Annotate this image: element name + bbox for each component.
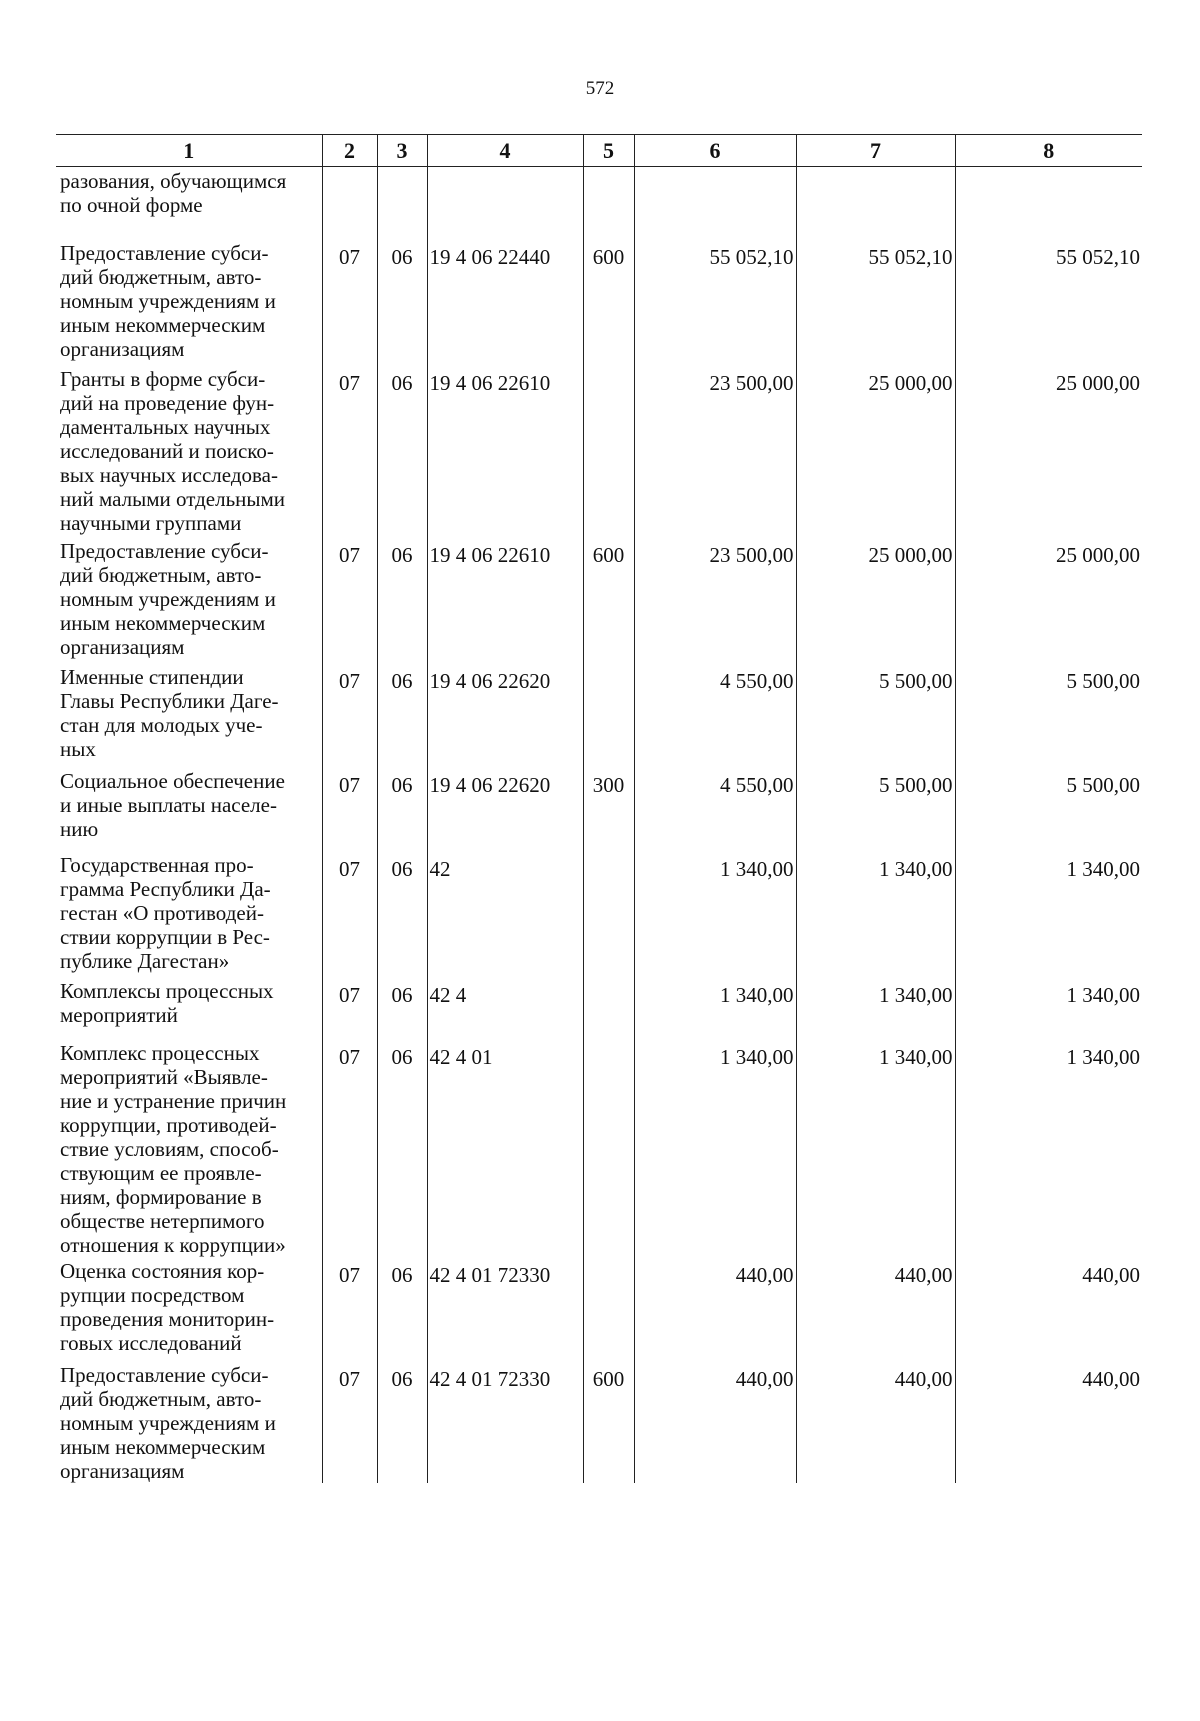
- page-number: 572: [585, 78, 615, 99]
- subsection-code: 06: [377, 537, 427, 663]
- expense-type-code: 600: [583, 537, 634, 663]
- description-line: проведения мониторин-: [60, 1306, 275, 1331]
- amount-year-1: 1 340,00: [634, 851, 796, 977]
- amount-year-3: [955, 167, 1142, 239]
- table-row: [56, 851, 1142, 977]
- subsection-code: 06: [377, 1361, 427, 1483]
- section-code: 07: [322, 663, 377, 767]
- description-line: Предоставление субси-: [60, 538, 269, 563]
- col-header-6: 6: [634, 135, 796, 167]
- description-line: Социальное обеспечение: [60, 768, 285, 793]
- description-line: Именные стипендии: [60, 664, 244, 689]
- amount-year-3: 25 000,00: [955, 365, 1142, 537]
- target-article-code: 42 4: [427, 977, 583, 1039]
- description-line: публике Дагестан»: [60, 948, 230, 973]
- expense-type-code: [583, 851, 634, 977]
- description-line: Гранты в форме субси-: [60, 366, 266, 391]
- expense-type-code: 600: [583, 239, 634, 365]
- description-line: Государственная про-: [60, 852, 254, 877]
- section-code: 07: [322, 851, 377, 977]
- amount-year-1: 1 340,00: [634, 1039, 796, 1257]
- description-line: ствии коррупции в Рес-: [60, 924, 270, 949]
- description-line: грамма Республики Да-: [60, 876, 271, 901]
- target-article-code: 42 4 01: [427, 1039, 583, 1257]
- description-line: гестан «О противодей-: [60, 900, 264, 925]
- description-line: дий бюджетным, авто-: [60, 1386, 262, 1411]
- expense-type-code: [583, 977, 634, 1039]
- amount-year-2: 1 340,00: [796, 851, 955, 977]
- description-line: и иные выплаты населе-: [60, 792, 277, 817]
- amount-year-3: 1 340,00: [955, 1039, 1142, 1257]
- col-header-5: 5: [583, 135, 634, 167]
- amount-year-2: 1 340,00: [796, 977, 955, 1039]
- description-line: номным учреждениям и: [60, 288, 276, 313]
- table-row: [56, 537, 1142, 663]
- description-line: Предоставление субси-: [60, 240, 269, 265]
- description-line: организациям: [60, 634, 185, 659]
- col-header-3: 3: [377, 135, 427, 167]
- description-line: мероприятий: [60, 1002, 178, 1027]
- description-line: организациям: [60, 336, 185, 361]
- table-row: [56, 167, 1142, 239]
- row-description: [56, 663, 322, 767]
- col-header-4: 4: [427, 135, 583, 167]
- subsection-code: 06: [377, 663, 427, 767]
- row-description: [56, 1257, 322, 1361]
- amount-year-3: 440,00: [955, 1361, 1142, 1483]
- target-article-code: 19 4 06 22610: [427, 537, 583, 663]
- description-line: мероприятий «Выявле-: [60, 1064, 268, 1089]
- budget-table: [56, 134, 1142, 1483]
- expense-type-code: 300: [583, 767, 634, 851]
- amount-year-1: 4 550,00: [634, 663, 796, 767]
- amount-year-2: 55 052,10: [796, 239, 955, 365]
- section-code: [322, 167, 377, 239]
- target-article-code: 42: [427, 851, 583, 977]
- subsection-code: 06: [377, 365, 427, 537]
- description-line: иным некоммерческим: [60, 312, 266, 337]
- section-code: 07: [322, 365, 377, 537]
- target-article-code: 19 4 06 22440: [427, 239, 583, 365]
- description-line: дий бюджетным, авто-: [60, 264, 262, 289]
- section-code: 07: [322, 767, 377, 851]
- description-line: коррупции, противодей-: [60, 1112, 277, 1137]
- table-row: [56, 1361, 1142, 1483]
- row-description: [56, 767, 322, 851]
- row-description: [56, 167, 322, 239]
- table-row: [56, 365, 1142, 537]
- amount-year-1: 440,00: [634, 1257, 796, 1361]
- amount-year-1: 55 052,10: [634, 239, 796, 365]
- description-line: научными группами: [60, 510, 242, 535]
- description-line: ниям, формирование в: [60, 1184, 262, 1209]
- subsection-code: 06: [377, 239, 427, 365]
- subsection-code: 06: [377, 1257, 427, 1361]
- description-line: даментальных научных: [60, 414, 271, 439]
- description-line: рупции посредством: [60, 1282, 245, 1307]
- description-line: Предоставление субси-: [60, 1362, 269, 1387]
- description-line: номным учреждениям и: [60, 586, 276, 611]
- subsection-code: [377, 167, 427, 239]
- amount-year-2: [796, 167, 955, 239]
- expense-type-code: [583, 1039, 634, 1257]
- description-line: дий бюджетным, авто-: [60, 562, 262, 587]
- expense-type-code: [583, 1257, 634, 1361]
- col-header-1: 1: [56, 135, 322, 167]
- amount-year-2: 440,00: [796, 1257, 955, 1361]
- section-code: 07: [322, 1257, 377, 1361]
- amount-year-2: 1 340,00: [796, 1039, 955, 1257]
- amount-year-1: 440,00: [634, 1361, 796, 1483]
- amount-year-1: 23 500,00: [634, 537, 796, 663]
- col-header-2: 2: [322, 135, 377, 167]
- amount-year-2: 25 000,00: [796, 365, 955, 537]
- target-article-code: 19 4 06 22620: [427, 767, 583, 851]
- table-row: [56, 239, 1142, 365]
- subsection-code: 06: [377, 1039, 427, 1257]
- description-line: Главы Республики Даге-: [60, 688, 279, 713]
- table-row: [56, 1039, 1142, 1257]
- table-row: [56, 1257, 1142, 1361]
- amount-year-3: 5 500,00: [955, 663, 1142, 767]
- expense-type-code: [583, 365, 634, 537]
- col-header-8: 8: [955, 135, 1142, 167]
- amount-year-3: 55 052,10: [955, 239, 1142, 365]
- target-article-code: 42 4 01 72330: [427, 1257, 583, 1361]
- amount-year-1: 4 550,00: [634, 767, 796, 851]
- amount-year-1: [634, 167, 796, 239]
- description-line: дий на проведение фун-: [60, 390, 275, 415]
- col-header-7: 7: [796, 135, 955, 167]
- subsection-code: 06: [377, 851, 427, 977]
- description-line: ных: [60, 736, 96, 761]
- target-article-code: [427, 167, 583, 239]
- target-article-code: 42 4 01 72330: [427, 1361, 583, 1483]
- description-line: Комплекс процессных: [60, 1040, 260, 1065]
- header-row: [56, 135, 1142, 167]
- description-line: организациям: [60, 1458, 185, 1483]
- amount-year-3: 1 340,00: [955, 977, 1142, 1039]
- description-line: ние и устранение причин: [60, 1088, 287, 1113]
- amount-year-2: 440,00: [796, 1361, 955, 1483]
- amount-year-3: 1 340,00: [955, 851, 1142, 977]
- description-line: номным учреждениям и: [60, 1410, 276, 1435]
- section-code: 07: [322, 239, 377, 365]
- row-description: [56, 239, 322, 365]
- table-body: [56, 167, 1142, 1483]
- row-description: [56, 537, 322, 663]
- section-code: 07: [322, 977, 377, 1039]
- section-code: 07: [322, 1361, 377, 1483]
- row-description: [56, 1361, 322, 1483]
- description-line: Комплексы процессных: [60, 978, 274, 1003]
- description-line: разования, обучающимся: [60, 169, 287, 193]
- description-line: ствующим ее проявле-: [60, 1160, 262, 1185]
- target-article-code: 19 4 06 22620: [427, 663, 583, 767]
- subsection-code: 06: [377, 977, 427, 1039]
- expense-type-code: 600: [583, 1361, 634, 1483]
- amount-year-2: 5 500,00: [796, 663, 955, 767]
- amount-year-1: 1 340,00: [634, 977, 796, 1039]
- row-description: [56, 851, 322, 977]
- section-code: 07: [322, 1039, 377, 1257]
- description-line: нию: [60, 816, 99, 841]
- target-article-code: 19 4 06 22610: [427, 365, 583, 537]
- row-description: [56, 977, 322, 1039]
- amount-year-2: 25 000,00: [796, 537, 955, 663]
- expense-type-code: [583, 663, 634, 767]
- table-row: [56, 977, 1142, 1039]
- table-row: [56, 663, 1142, 767]
- description-line: вых научных исследова-: [60, 462, 278, 487]
- description-line: отношения к коррупции»: [60, 1232, 286, 1257]
- description-line: Оценка состояния кор-: [60, 1258, 265, 1283]
- description-line: по очной форме: [60, 193, 203, 217]
- description-line: иным некоммерческим: [60, 1434, 266, 1459]
- description-line: исследований и поиско-: [60, 438, 274, 463]
- subsection-code: 06: [377, 767, 427, 851]
- amount-year-3: 5 500,00: [955, 767, 1142, 851]
- expense-type-code: [583, 167, 634, 239]
- row-description: [56, 1039, 322, 1257]
- description-line: ствие условиям, способ-: [60, 1136, 279, 1161]
- section-code: 07: [322, 537, 377, 663]
- description-line: обществе нетерпимого: [60, 1208, 265, 1233]
- description-line: иным некоммерческим: [60, 610, 266, 635]
- amount-year-3: 25 000,00: [955, 537, 1142, 663]
- amount-year-2: 5 500,00: [796, 767, 955, 851]
- row-description: [56, 365, 322, 537]
- amount-year-1: 23 500,00: [634, 365, 796, 537]
- table-row: [56, 767, 1142, 851]
- description-line: стан для молодых уче-: [60, 712, 263, 737]
- description-line: говых исследований: [60, 1330, 242, 1355]
- description-line: ний малыми отдельными: [60, 486, 286, 511]
- amount-year-3: 440,00: [955, 1257, 1142, 1361]
